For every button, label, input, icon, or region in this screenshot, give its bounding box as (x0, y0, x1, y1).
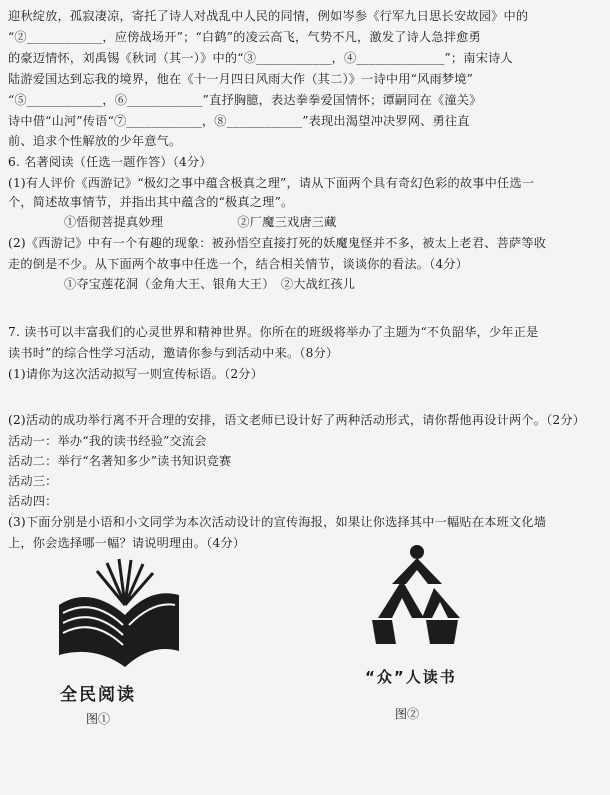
text-line: 诗中借“山河”传语“⑦____________，⑧____________”表现出渴望冲决罗网、勇往直 (8, 114, 470, 128)
text-line: 迎秋绽放，孤寂凄凉，寄托了诗人对战乱中人民的同情，例如岑参《行军九日思长安故园》中的 (8, 9, 529, 23)
poster-figure-1 (55, 555, 185, 675)
text-line: 的豪迈情怀，刘禹锡《秋词（其一）》中的“③____________，④______________”；南宋诗人 (8, 51, 513, 65)
text-line: 走的倒是不少。从下面两个故事中任选一个，结合相关情节，谈谈你的看法。（4分） (8, 257, 469, 271)
activity-line: 活动四： (8, 494, 58, 508)
text-line: 陆游爱国达到忘我的境界，他在《十一月四日风雨大作（其二）》一诗中用“风雨梦境” (8, 72, 474, 86)
text-line: 读书时”的综合性学习活动，邀请你参与到活动中来。（8分） (8, 346, 339, 360)
activity-line: 活动二：举行“名著知多少”读书知识竞赛 (8, 454, 232, 468)
text-line: 个，简述故事情节，并指出其中蕴含的“极真之理”。 (8, 195, 294, 209)
poster-1-slogan: 全民阅读 (60, 685, 136, 705)
activity-line: 活动三： (8, 474, 58, 488)
text-line: (1)有人评价《西游记》“极幻之事中蕴含极真之理”，请从下面两个具有奇幻色彩的故事中任选一 (8, 176, 535, 190)
option-line: ①悟彻菩提真妙理 ②厂魔三戏唐三藏 (64, 215, 337, 229)
activity-line: 活动一：举办“我的读书经验”交流会 (8, 434, 207, 448)
poster-2-slogan: “众”人读书 (365, 668, 457, 686)
question-heading: 6. 名著阅读（任选一题作答）（4分） (8, 155, 212, 169)
text-line: 上，你会选择哪一幅？请说明理由。（4分） (8, 536, 246, 550)
text-line: 前、追求个性解放的少年意气。 (8, 134, 182, 148)
figure-1-caption: 图① (86, 712, 111, 726)
text-line: “⑤____________，⑥____________”直抒胸臆，表达拳拳爱国情怀；谭嗣同在《潼关》 (8, 93, 482, 107)
open-book-icon (55, 555, 185, 675)
text-line: (2)活动的成功举行离不开合理的安排，语文老师已设计好了两种活动形式，请你帮他再设计两个。（2分） (8, 413, 586, 427)
text-line: (3)下面分别是小语和小文同学为本次活动设计的宣传海报，如果让你选择其中一幅贴在本班文化墙 (8, 515, 547, 529)
text-line: (1)请你为这次活动拟写一则宣传标语。（2分） (8, 367, 264, 381)
text-line: (2)《西游记》中有一个有趣的现象：被孙悟空直接打死的妖魔鬼怪并不多，被太上老君、菩萨等收 (8, 236, 547, 250)
option-line: ①夺宝莲花洞（金角大王、银角大王） ②大战红孩儿 (64, 277, 356, 291)
poster-figure-2 (362, 540, 472, 650)
text-line: “②____________，应傍战场开”；“白鹤”的凌云高飞，气势不凡，激发了诗人急拌愈勇 (8, 30, 481, 44)
question-heading: 7. 读书可以丰富我们的心灵世界和精神世界。你所在的班级将举办了主题为“不负韶华，少年正是 (8, 325, 539, 339)
figure-2-caption: 图② (395, 707, 420, 721)
three-people-icon (362, 540, 472, 650)
